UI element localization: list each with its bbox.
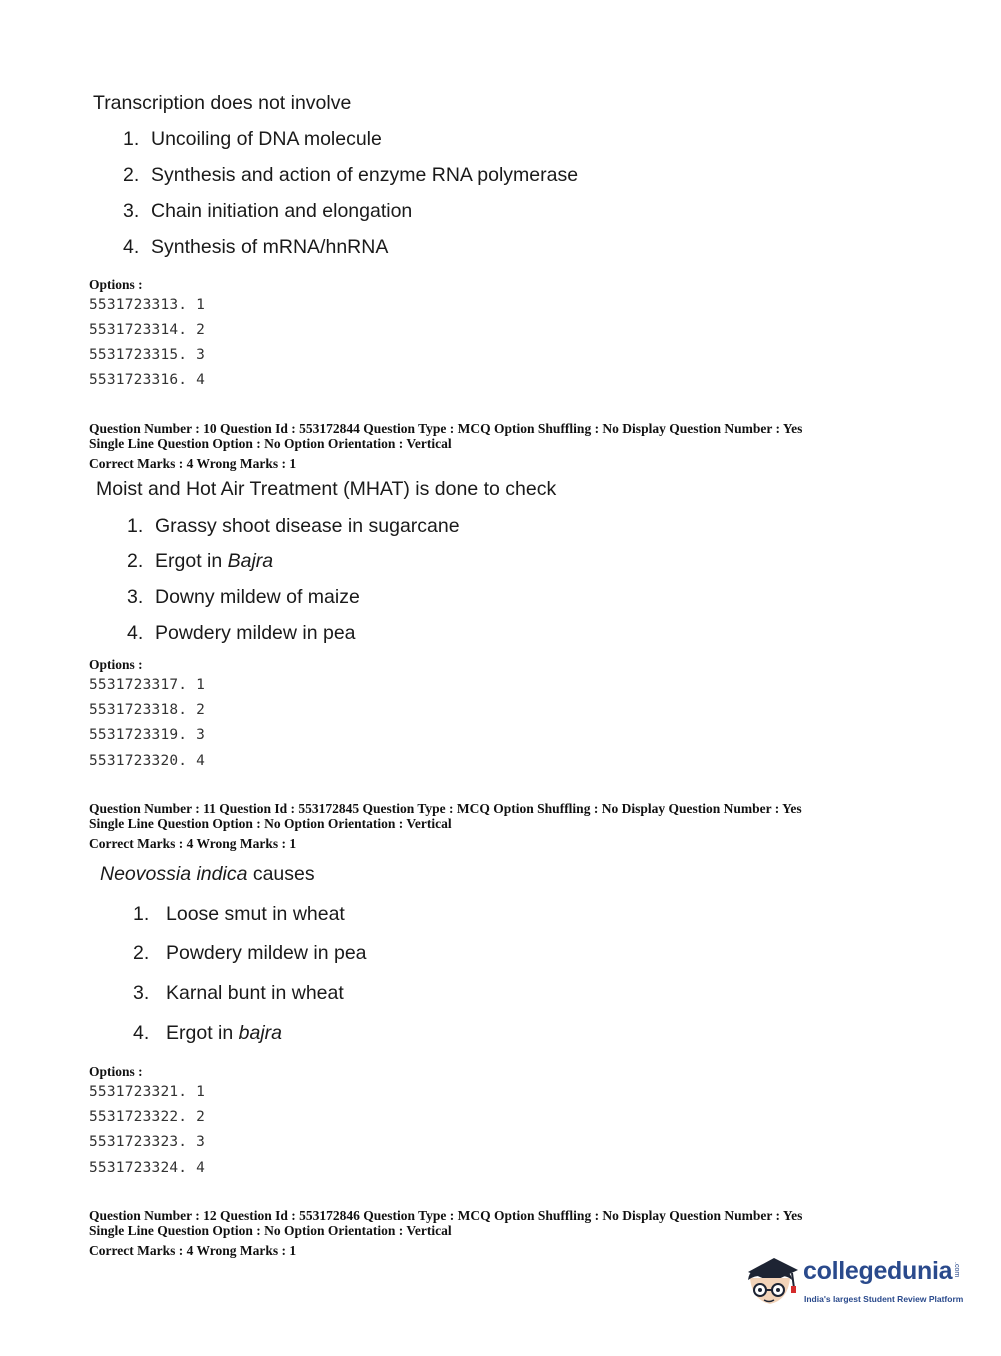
question-10-marks: Correct Marks : 4 Wrong Marks : 1 xyxy=(89,456,297,471)
options-label: Options : xyxy=(89,277,143,292)
choice-text-italic: bajra xyxy=(238,1022,282,1044)
option-id: 5531723324. 4 xyxy=(89,1160,206,1176)
choice-text: Downy mildew of maize xyxy=(155,586,360,608)
choice-text: Powdery mildew in pea xyxy=(155,622,356,644)
option-id: 5531723314. 2 xyxy=(89,322,206,338)
collegedunia-logo xyxy=(740,1250,970,1314)
question-11-meta-line-2: Single Line Question Option : No Option Orientation : Vertical xyxy=(89,816,452,831)
question-11-marks: Correct Marks : 4 Wrong Marks : 1 xyxy=(89,836,297,851)
question-11-choice-1 xyxy=(133,903,345,926)
option-id: 5531723321. 1 xyxy=(89,1084,206,1100)
mascot-icon xyxy=(740,1250,802,1314)
question-9-stem: Transcription does not involve xyxy=(93,92,352,114)
choice-number: 2. xyxy=(133,942,150,964)
choice-text: Synthesis and action of enzyme RNA polymerase xyxy=(151,164,579,186)
choice-number: 3. xyxy=(123,200,140,222)
options-label: Options : xyxy=(89,657,143,672)
question-10-choice-2 xyxy=(127,550,273,573)
question-12-meta-line-1: Question Number : 12 Question Id : 553172846 Question Type : MCQ Option Shuffling : No Display Question Number : Yes xyxy=(89,1208,803,1223)
question-10-stem: Moist and Hot Air Treatment (MHAT) is done to check xyxy=(96,478,557,500)
question-10-meta-line-1: Question Number : 10 Question Id : 553172844 Question Type : MCQ Option Shuffling : No Display Question Number : Yes xyxy=(89,421,803,436)
choice-number: 3. xyxy=(127,586,144,608)
choice-text: Loose smut in wheat xyxy=(166,903,345,925)
question-10-choice-4 xyxy=(127,622,356,645)
choice-text: Powdery mildew in pea xyxy=(166,942,367,964)
question-11-choice-2 xyxy=(133,942,367,965)
choice-text: Grassy shoot disease in sugarcane xyxy=(155,515,460,537)
question-10-choice-3 xyxy=(127,586,360,609)
question-11-choice-3 xyxy=(133,982,344,1005)
option-id: 5531723320. 4 xyxy=(89,753,206,769)
question-9-choice-3 xyxy=(123,200,412,223)
options-label: Options : xyxy=(89,1064,143,1079)
choice-number: 2. xyxy=(127,550,144,572)
choice-text: Ergot in xyxy=(155,550,228,572)
choice-number: 1. xyxy=(133,903,150,925)
choice-text: Synthesis of mRNA/hnRNA xyxy=(151,236,389,258)
question-12-marks: Correct Marks : 4 Wrong Marks : 1 xyxy=(89,1243,297,1258)
option-id: 5531723316. 4 xyxy=(89,372,206,388)
choice-text: Ergot in xyxy=(166,1022,239,1044)
question-9-choice-1 xyxy=(123,128,382,151)
question-10-choice-1 xyxy=(127,515,460,538)
option-id: 5531723318. 2 xyxy=(89,702,206,718)
choice-text: Uncoiling of DNA molecule xyxy=(151,128,382,150)
option-id: 5531723323. 3 xyxy=(89,1134,206,1150)
choice-number: 4. xyxy=(133,1022,150,1044)
option-id: 5531723317. 1 xyxy=(89,677,206,693)
question-12-meta-line-2: Single Line Question Option : No Option Orientation : Vertical xyxy=(89,1223,452,1238)
logo-wordmark: collegedunia xyxy=(803,1257,953,1285)
choice-number: 1. xyxy=(123,128,140,150)
question-11-meta-line-1: Question Number : 11 Question Id : 553172845 Question Type : MCQ Option Shuffling : No Display Question Number : Yes xyxy=(89,801,802,816)
question-11-stem xyxy=(100,863,315,886)
choice-number: 3. xyxy=(133,982,150,1004)
logo-tagline: India's largest Student Review Platform xyxy=(804,1294,964,1304)
stem-text: causes xyxy=(247,863,315,885)
choice-number: 2. xyxy=(123,164,140,186)
option-id: 5531723313. 1 xyxy=(89,297,206,313)
question-10-meta-line-2: Single Line Question Option : No Option Orientation : Vertical xyxy=(89,436,452,451)
choice-text: Karnal bunt in wheat xyxy=(166,982,344,1004)
question-9-choice-4 xyxy=(123,236,388,259)
choice-text: Chain initiation and elongation xyxy=(151,200,413,222)
logo-suffix: .com xyxy=(953,1262,960,1278)
choice-text-italic: Bajra xyxy=(227,550,274,572)
choice-number: 1. xyxy=(127,515,144,537)
option-id: 5531723322. 2 xyxy=(89,1109,206,1125)
stem-italic: Neovossia indica xyxy=(100,863,248,885)
question-9-choice-2 xyxy=(123,164,578,187)
choice-number: 4. xyxy=(123,236,140,258)
option-id: 5531723319. 3 xyxy=(89,727,206,743)
question-11-choice-4 xyxy=(133,1022,282,1045)
option-id: 5531723315. 3 xyxy=(89,347,206,363)
choice-number: 4. xyxy=(127,622,144,644)
